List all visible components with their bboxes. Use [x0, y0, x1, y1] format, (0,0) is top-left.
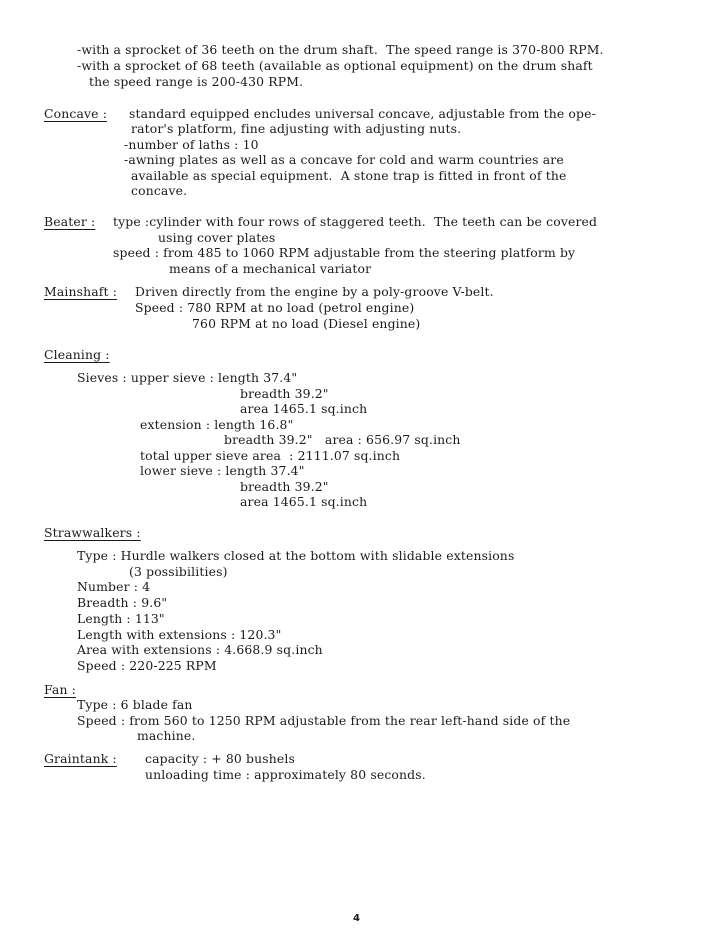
- concave-line: -number of laths : 10: [124, 137, 259, 152]
- cleaning-line: breadth 39.2": [240, 386, 329, 401]
- beater-line: means of a mechanical variator: [169, 261, 372, 276]
- concave-line: -awning plates as well as a concave for cold and warm countries are: [124, 152, 564, 167]
- intro-line: -with a sprocket of 68 teeth (available as optional equipment) on the drum shaft: [77, 58, 593, 73]
- intro-line: -with a sprocket of 36 teeth on the drum shaft. The speed range is 370-800 RPM.: [77, 42, 604, 57]
- section-heading-mainshaft: Mainshaft :: [44, 284, 118, 299]
- beater-line: type :cylinder with four rows of staggered teeth. The teeth can be covered: [113, 214, 598, 229]
- graintank-line: unloading time : approximately 80 seconds.: [145, 767, 426, 782]
- cleaning-line: area 1465.1 sq.inch: [240, 494, 368, 509]
- mainshaft-line: Speed : 780 RPM at no load (petrol engine): [135, 300, 415, 315]
- fan-line: Type : 6 blade fan: [77, 697, 193, 712]
- concave-line: concave.: [131, 183, 188, 198]
- fan-line: machine.: [137, 728, 196, 743]
- section-heading-cleaning: Cleaning :: [44, 347, 110, 362]
- mainshaft-line: Driven directly from the engine by a poly-groove V-belt.: [135, 284, 494, 299]
- cleaning-line: breadth 39.2": [240, 479, 329, 494]
- section-heading-strawwalkers: Strawwalkers :: [44, 525, 141, 540]
- section-heading-concave: Concave :: [44, 106, 108, 121]
- page-number: 4: [353, 913, 360, 924]
- cleaning-line: breadth 39.2" area : 656.97 sq.inch: [224, 432, 461, 447]
- concave-line: standard equipped encludes universal concave, adjustable from the ope-: [129, 106, 596, 121]
- cleaning-line: lower sieve : length 37.4": [140, 463, 305, 478]
- strawwalkers-line: Speed : 220-225 RPM: [77, 658, 217, 673]
- strawwalkers-line: Number : 4: [77, 579, 151, 594]
- concave-line: available as special equipment. A stone trap is fitted in front of the: [131, 168, 567, 183]
- cleaning-line: area 1465.1 sq.inch: [240, 401, 368, 416]
- strawwalkers-line: Type : Hurdle walkers closed at the bottom with slidable extensions: [77, 548, 515, 563]
- cleaning-line: total upper sieve area : 2111.07 sq.inch: [140, 448, 401, 463]
- section-heading-graintank: Graintank :: [44, 751, 117, 766]
- concave-line: rator's platform, fine adjusting with adjusting nuts.: [131, 121, 462, 136]
- cleaning-line: Sieves : upper sieve : length 37.4": [77, 370, 298, 385]
- strawwalkers-line: Breadth : 9.6": [77, 595, 168, 610]
- graintank-line: capacity : + 80 bushels: [145, 751, 295, 766]
- fan-line: Speed : from 560 to 1250 RPM adjustable from the rear left-hand side of the: [77, 713, 571, 728]
- strawwalkers-line: Area with extensions : 4.668.9 sq.inch: [77, 642, 323, 657]
- beater-line: using cover plates: [158, 230, 276, 245]
- intro-line: the speed range is 200-430 RPM.: [89, 74, 304, 89]
- section-heading-fan: Fan :: [44, 682, 76, 697]
- strawwalkers-line: Length with extensions : 120.3": [77, 627, 282, 642]
- section-heading-beater: Beater :: [44, 214, 96, 229]
- strawwalkers-line: Length : 113": [77, 611, 165, 626]
- strawwalkers-line: (3 possibilities): [129, 564, 228, 579]
- mainshaft-line: 760 RPM at no load (Diesel engine): [192, 316, 421, 331]
- beater-line: speed : from 485 to 1060 RPM adjustable from the steering platform by: [113, 245, 576, 260]
- cleaning-line: extension : length 16.8": [140, 417, 294, 432]
